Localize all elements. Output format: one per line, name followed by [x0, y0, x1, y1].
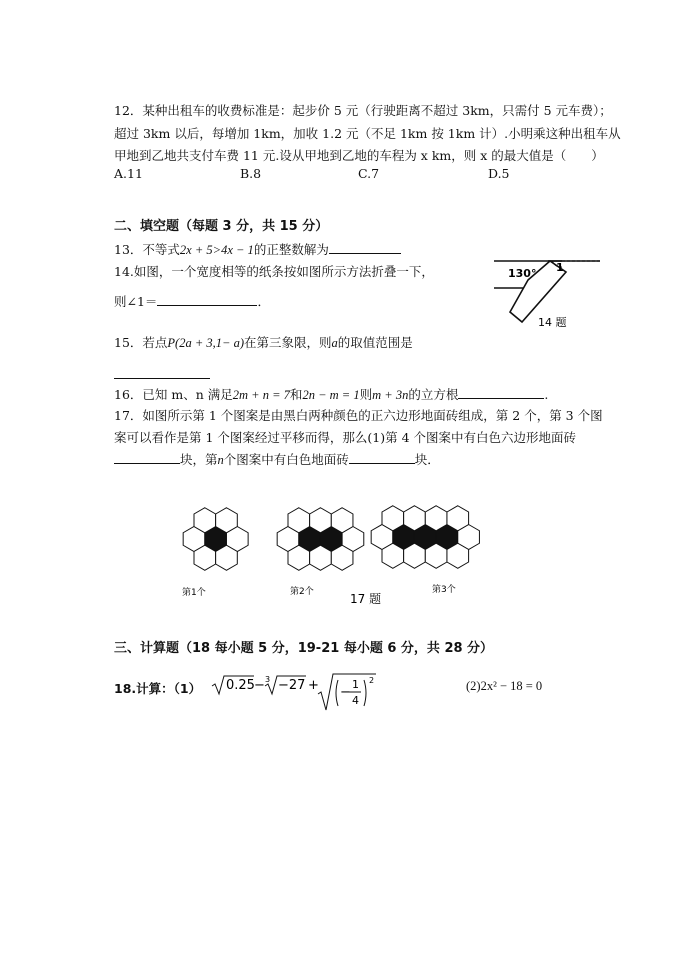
q16 [114, 385, 548, 403]
cbrt-arg: −27 [278, 678, 306, 693]
q12-line3: 甲地到乙地共支付车费 11 元.设从甲地到乙地的车程为 x km，则 x 的最大值是（ ） [114, 148, 604, 163]
q17-figure [170, 490, 520, 610]
q15-var: a [331, 336, 338, 350]
q16-expr2: 2n − m = 1 [302, 388, 360, 402]
q15-answer-blank[interactable] [114, 366, 210, 379]
q18-prefix: 18.计算：（1） [114, 681, 202, 696]
pattern-3-label: 第3个 [432, 585, 456, 595]
angle-130-label: 130° [508, 267, 537, 280]
q17-line1: 17．如图所示第 1 个图案是由黑白两种颜色的正六边形地面砖组成，第 2 个，第 3 个图 [114, 408, 603, 423]
frac-numerator: 1 [352, 678, 359, 691]
q15-text-b: 在第三象限，则 [244, 335, 332, 350]
q15-text-c: 的取值范围是 [337, 335, 413, 350]
q13 [114, 240, 401, 258]
q18-part2: (2)2x² − 18 = 0 [466, 679, 543, 693]
q17-answer-blank-1[interactable] [114, 451, 180, 464]
plus-sign: + [308, 678, 319, 693]
q12-option-d: D.5 [488, 166, 510, 181]
q16-text-a: 16．已知 m、n 满足 [114, 387, 233, 402]
q17-answer-blank-2[interactable] [349, 451, 415, 464]
section2-title: 二、填空题（每题 3 分，共 15 分） [114, 219, 329, 234]
q13-answer-blank[interactable] [329, 241, 401, 254]
q12-option-a: A.11 [114, 166, 143, 181]
cube-root-index: 3 [265, 675, 271, 684]
pattern-1-label: 第1个 [182, 588, 206, 598]
q16-text-c: 则 [359, 387, 373, 402]
q12-option-c: C.7 [358, 166, 380, 181]
q15-expr: P(2a + 3,1− a) [167, 336, 244, 350]
q16-text-d: 的立方根 [408, 387, 459, 402]
q18-part1-expression [210, 672, 380, 717]
q15 [114, 333, 413, 351]
q12-option-b: B.8 [240, 166, 262, 181]
q13-text-b: 的正整数解为 [253, 242, 329, 257]
q14-figure [488, 256, 618, 330]
q12-line1: 12．某种出租车的收费标准是：起步价 5 元（行驶距离不超过 3km，只需付 5 元车费）； [114, 103, 612, 118]
q14-line2-b: ． [257, 294, 270, 309]
q13-expr: 2x + 5>4x − 1 [179, 243, 254, 257]
q14-answer-blank[interactable] [157, 293, 257, 306]
sqrt-arg: 0.25 [226, 678, 255, 693]
exponent: 2 [369, 676, 375, 685]
q17-var-n: n [217, 453, 224, 467]
q16-text-e: . [544, 387, 549, 402]
q17-line3 [114, 450, 440, 468]
q13-text-a: 13．不等式 [114, 242, 180, 257]
frac-denominator: 4 [352, 694, 359, 707]
q16-answer-blank[interactable] [458, 386, 544, 399]
q15-text-a: 15．若点 [114, 335, 168, 350]
pattern-2-label: 第2个 [290, 587, 314, 597]
q14-line1: 14.如图，一个宽度相等的纸条按如图所示方法折叠一下， [114, 264, 434, 279]
q17-line2: 案可以看作是第 1 个图案经过平移而得，那么(1)第 4 个图案中有白色六边形地面砖 [114, 430, 577, 445]
q14-caption: 14 题 [538, 316, 567, 329]
q17-caption: 17 题 [350, 592, 382, 606]
q14-line2 [114, 292, 270, 310]
q16-expr1: 2m + n = 7 [232, 388, 290, 402]
section3-title: 三、计算题（18 每小题 5 分，19-21 每小题 6 分，共 28 分） [114, 641, 494, 656]
q17-line3-b: 个图案中有白色地面砖 [223, 452, 349, 467]
minus-sign-1: − [254, 678, 265, 693]
frac-sign: − [340, 685, 351, 700]
q17-line3-c: 块． [414, 452, 440, 467]
q17-line3-a: 块，第 [180, 452, 218, 467]
q16-text-b: 和 [289, 387, 303, 402]
q16-expr3: m + 3n [372, 388, 409, 402]
q12-line2: 超过 3km 以后，每增加 1km，加收 1.2 元（不足 1km 按 1km 计）.小明乘这种出租车从 [114, 126, 621, 141]
angle-1-label: 1 [556, 261, 564, 274]
q14-line2-a: 则∠1＝ [114, 294, 158, 309]
